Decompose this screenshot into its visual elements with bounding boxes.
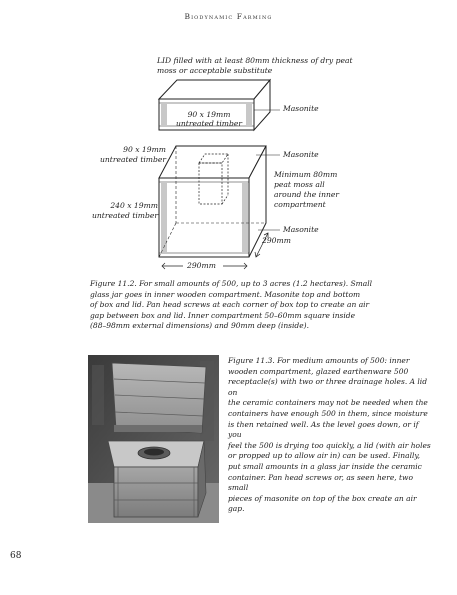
peat-note-line-1: Minimum 80mm: [274, 170, 338, 179]
peat-note-line-4: compartment: [274, 200, 326, 209]
caption-line: glass jar goes in inner wooden compartment. Masonite top and bottom: [90, 289, 361, 299]
caption-line: or propped up to allow air in) can be used. Finally,: [228, 451, 421, 461]
box-masonite-label: Masonite: [283, 150, 319, 159]
peat-note-line-2: peat moss all: [274, 180, 325, 189]
figure-11-2-caption: [90, 279, 390, 332]
page-number: 68: [10, 551, 22, 561]
caption-line: containers have enough 500 in them, since moisture: [228, 408, 428, 418]
caption-line: the ceramic containers may not be needed when the: [228, 398, 428, 408]
side-timber-label-2: untreated timber: [100, 155, 166, 164]
caption-line: put small amounts in a glass jar inside the ceramic: [228, 461, 422, 471]
lid-note-line-2: moss or acceptable substitute: [157, 66, 273, 75]
caption-line: of box and lid. Pan head screws at each corner of box top to create an air: [90, 300, 370, 310]
bottom-masonite-label: Masonite: [283, 225, 319, 234]
depth-dimension-label: 290mm: [262, 236, 291, 245]
figure-11-3-photo: [88, 355, 219, 523]
box-drawing: [159, 146, 266, 257]
lid-masonite-label: Masonite: [283, 104, 319, 113]
figure-11-3-caption: [228, 356, 433, 515]
caption-line: Figure 11.2. For small amounts of 500, up to 3 acres (1.2 hectares). Small: [90, 279, 373, 288]
caption-line: Figure 11.3. For medium amounts of 500: inner: [228, 356, 410, 365]
caption-line: feel the 500 is drying too quickly, a lid (with air holes: [228, 440, 431, 450]
peat-note-line-3: around the inner: [274, 190, 339, 199]
front-timber-label-1: 240 x 19mm: [110, 201, 158, 210]
figure-11-2-diagram: [0, 0, 457, 290]
lid-timber-label-1: 90 x 19mm: [187, 110, 231, 119]
caption-line: gap between box and lid. Inner compartment 50–60mm square inside: [90, 310, 356, 320]
caption-line: container. Pan head screws or, as seen here, two small: [228, 472, 413, 493]
lid-timber-label-2: untreated timber: [176, 119, 242, 128]
lid-note-line-1: LID filled with at least 80mm thickness of dry peat: [157, 56, 353, 65]
caption-line: receptacle(s) with two or three drainage holes. A lid on: [228, 377, 428, 397]
front-timber-label-2: untreated timber: [92, 211, 158, 220]
caption-line: (88–98mm external dimensions) and 90mm deep (inside).: [90, 321, 309, 331]
running-head: Biodynamic Farming: [184, 12, 273, 21]
caption-line: pieces of masonite on top of the box create an air gap.: [228, 493, 417, 514]
side-timber-label-1: 90 x 19mm: [123, 145, 166, 154]
caption-line: is then retained well. As the level goes down, or if you: [228, 419, 419, 440]
caption-line: wooden compartment, glazed earthenware 500: [228, 366, 409, 376]
width-dimension-label: 290mm: [187, 261, 216, 270]
